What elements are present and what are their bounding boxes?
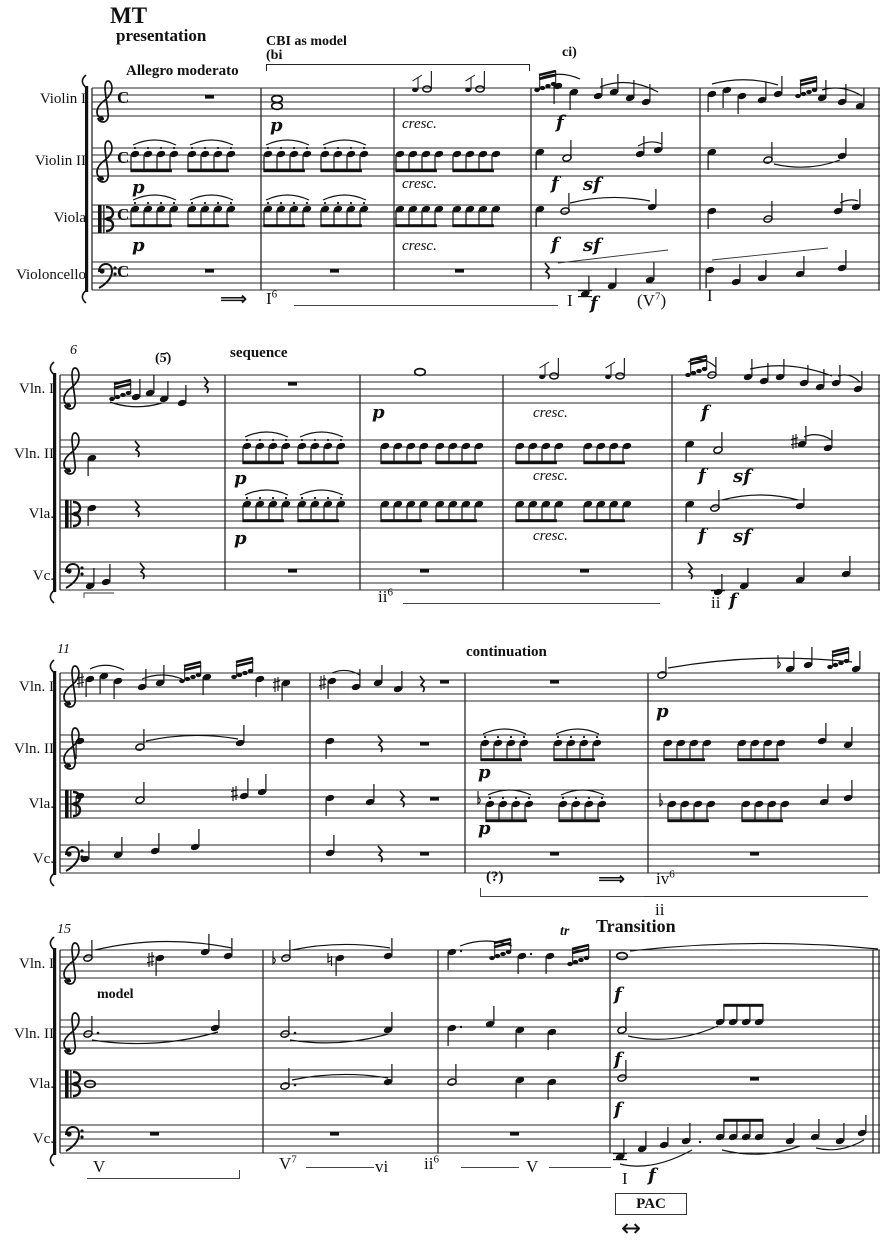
dynamic-f: f bbox=[648, 1165, 656, 1186]
roman-numeral-I: I bbox=[567, 291, 573, 310]
instrument-label-violin1: Violin I bbox=[39, 91, 86, 107]
roman-numeral-ii: ii bbox=[655, 900, 665, 919]
system-2-notation bbox=[0, 340, 885, 635]
dynamic-p: p bbox=[478, 762, 491, 783]
question-label: (?) bbox=[486, 869, 504, 885]
instrument-label-vln2: Vln. II bbox=[14, 446, 54, 462]
dynamic-cresc: cresc. bbox=[402, 238, 437, 254]
roman-numeral-V: V bbox=[93, 1157, 106, 1176]
tempo-marking: Allegro moderato bbox=[126, 63, 239, 79]
roman-numeral-ii6: $ii^6$ bbox=[424, 1153, 439, 1173]
roman-numeral-I6: $I^6$ bbox=[266, 288, 278, 308]
dynamic-p: p bbox=[132, 177, 145, 198]
roman-numeral-iv6: $iv^6$ bbox=[656, 868, 675, 888]
dynamic-f: f bbox=[698, 525, 706, 546]
left-right-arrow-icon: ↔ bbox=[621, 1214, 642, 1242]
cbi-label: CBI as model bbox=[266, 34, 347, 49]
implies-arrow-icon: ⟹ bbox=[220, 288, 248, 310]
system-bracket bbox=[53, 671, 56, 875]
roman-numeral-I: I bbox=[707, 286, 713, 305]
ci-label: ci) bbox=[562, 45, 577, 60]
roman-numeral-ii: ii bbox=[711, 593, 721, 612]
implies-arrow-icon: ⟹ bbox=[598, 868, 626, 890]
model-label: model bbox=[97, 987, 134, 1002]
dynamic-p: p bbox=[234, 528, 247, 549]
prolongation-line bbox=[294, 305, 558, 306]
dynamic-p: p bbox=[372, 402, 385, 423]
dynamic-p: p bbox=[478, 818, 491, 839]
instrument-label-vln2: Vln. II bbox=[14, 1026, 54, 1042]
instrument-label-vln1: Vln. I bbox=[19, 679, 54, 695]
time-signature-viola: C bbox=[117, 205, 130, 224]
dynamic-p: p bbox=[132, 235, 145, 256]
instrument-label-vln1: Vln. I bbox=[19, 956, 54, 972]
roman-numeral-vi: vi bbox=[375, 1157, 389, 1176]
measure-number: 11 bbox=[57, 642, 70, 657]
dynamic-p: p bbox=[234, 468, 247, 489]
system-bracket bbox=[53, 373, 56, 592]
dynamic-cresc: cresc. bbox=[533, 405, 568, 421]
dynamic-f: f bbox=[701, 402, 709, 423]
scale-degree-label: (5̂) bbox=[155, 351, 172, 366]
instrument-label-vc: Vc. bbox=[32, 851, 54, 867]
dynamic-sf: sf bbox=[733, 466, 751, 487]
instrument-label-violin2: Violin II bbox=[34, 153, 86, 169]
dynamic-p: p bbox=[270, 115, 283, 136]
section-label-transition: Transition bbox=[596, 916, 676, 936]
dynamic-sf: sf bbox=[583, 235, 601, 256]
dynamic-f: f bbox=[590, 293, 598, 314]
roman-numeral-V: V bbox=[526, 1157, 539, 1176]
dynamic-f: f bbox=[729, 590, 737, 611]
instrument-label-vla: Vla. bbox=[28, 506, 54, 522]
harmony-connector-line bbox=[306, 1167, 374, 1168]
dynamic-f: f bbox=[614, 984, 622, 1005]
measure-number: 6 bbox=[70, 343, 77, 358]
instrument-label-vla: Vla. bbox=[28, 1076, 54, 1092]
roman-numeral-I: I bbox=[622, 1169, 628, 1188]
bi-label: (bi bbox=[266, 48, 283, 63]
measure-number: 15 bbox=[57, 922, 71, 937]
dynamic-f: f bbox=[614, 1099, 622, 1120]
time-signature-cello: C bbox=[117, 262, 130, 281]
system-bracket bbox=[53, 948, 56, 1155]
instrument-label-vla: Vla. bbox=[28, 796, 54, 812]
roman-numeral-ii6: $ii^6$ bbox=[378, 586, 393, 606]
prolongation-line bbox=[403, 603, 660, 604]
section-label-mt: MT bbox=[110, 3, 148, 28]
time-signature-violin2: C bbox=[117, 148, 130, 167]
section-label-continuation: continuation bbox=[466, 644, 547, 660]
v-extension-bracket bbox=[87, 1170, 240, 1179]
system-4-notation bbox=[0, 920, 885, 1251]
instrument-label-vln1: Vln. I bbox=[19, 381, 54, 397]
roman-numeral-V7: $V^7$ bbox=[279, 1153, 297, 1173]
time-signature-violin1: C bbox=[117, 88, 130, 107]
dynamic-f: f bbox=[551, 234, 559, 255]
dynamic-f: f bbox=[556, 112, 564, 133]
harmony-connector-line bbox=[461, 1167, 519, 1168]
instrument-label-vln2: Vln. II bbox=[14, 741, 54, 757]
harmony-connector-line bbox=[549, 1167, 611, 1168]
roman-numeral-V7-paren: $(V^7)$ bbox=[637, 290, 667, 310]
dynamic-sf: sf bbox=[733, 526, 751, 547]
dynamic-f: f bbox=[551, 173, 559, 194]
system-3-notation bbox=[0, 640, 885, 930]
pac-cadence-box: PAC bbox=[615, 1193, 687, 1215]
dynamic-cresc: cresc. bbox=[533, 468, 568, 484]
dynamic-f: f bbox=[698, 465, 706, 486]
section-label-presentation: presentation bbox=[116, 26, 207, 45]
instrument-label-vc: Vc. bbox=[32, 568, 54, 584]
dynamic-cresc: cresc. bbox=[533, 528, 568, 544]
prolongation-line bbox=[644, 896, 868, 897]
dynamic-cresc: cresc. bbox=[402, 176, 437, 192]
trill-marking: tr bbox=[560, 924, 570, 939]
system-bracket bbox=[85, 86, 88, 292]
instrument-label-viola: Viola bbox=[53, 210, 86, 226]
dynamic-p: p bbox=[656, 701, 669, 722]
section-label-sequence: sequence bbox=[230, 345, 288, 361]
question-bracket bbox=[480, 888, 651, 897]
dynamic-f: f bbox=[614, 1049, 622, 1070]
dynamic-cresc: cresc. bbox=[402, 116, 437, 132]
dynamic-sf: sf bbox=[583, 174, 601, 195]
instrument-label-vc: Vc. bbox=[32, 1131, 54, 1147]
instrument-label-cello: Violoncello bbox=[16, 267, 86, 283]
